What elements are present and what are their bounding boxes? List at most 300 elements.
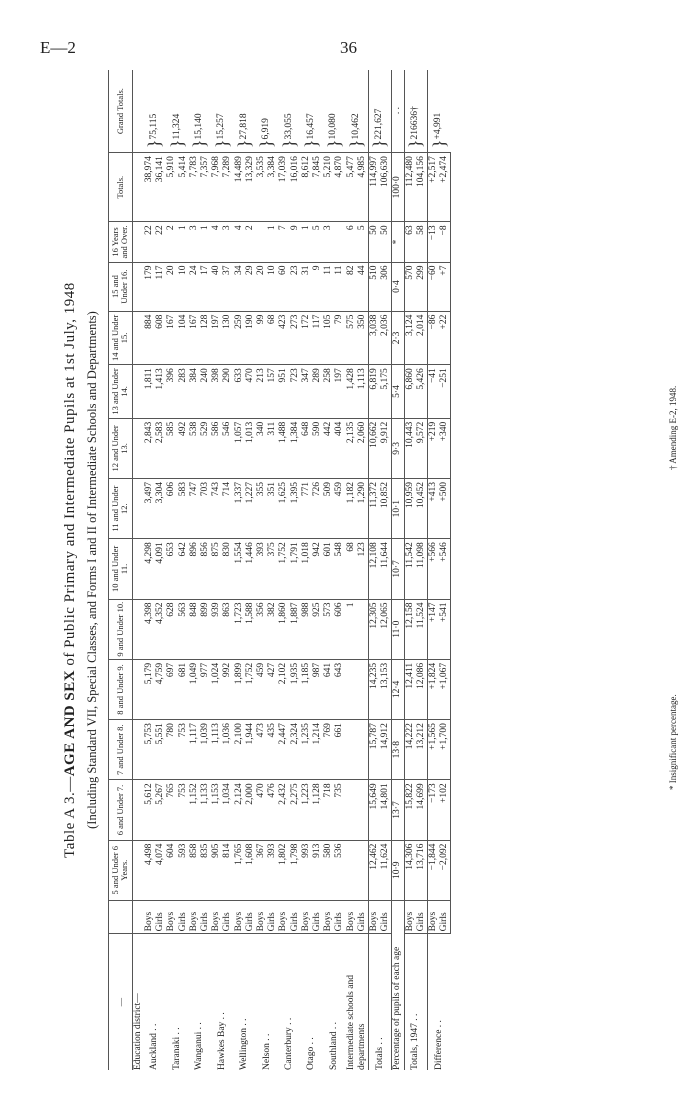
value-cell: 12,108 (368, 539, 380, 599)
value-cell: 12,158 (404, 599, 416, 659)
value-cell: 1,860 (278, 599, 289, 659)
value-cell: 105 (323, 311, 334, 365)
value-cell: 1,034 (222, 780, 233, 840)
value-cell: +340 (439, 418, 451, 478)
value-cell: +413 (427, 479, 439, 539)
value-cell: 529 (200, 418, 211, 478)
value-cell: 350 (357, 311, 369, 365)
value-cell: 988 (301, 599, 312, 659)
sex-label: Boys (404, 900, 416, 933)
totals-girls-row (380, 70, 392, 1070)
value-cell: 17,039 (278, 153, 289, 222)
value-cell: 10,443 (404, 418, 416, 478)
value-cell: 112,480 (404, 153, 416, 222)
value-cell: 1,935 (290, 659, 301, 719)
sex-label: Boys (234, 900, 245, 933)
value-cell: 510 (368, 262, 380, 311)
value-cell: 382 (267, 599, 278, 659)
value-cell: 123 (357, 539, 369, 599)
value-cell: 60 (278, 262, 289, 311)
value-cell: +500 (439, 479, 451, 539)
percentage-cell: * (392, 222, 404, 262)
value-cell: 172 (301, 311, 312, 365)
value-cell: 1,625 (278, 479, 289, 539)
value-cell: +541 (439, 599, 451, 659)
sex-label: Girls (178, 900, 189, 933)
value-cell: −1,844 (427, 840, 439, 900)
value-cell: 7 (278, 222, 289, 262)
value-cell: 10,852 (380, 479, 392, 539)
percentage-cell: 10·1 (392, 479, 404, 539)
value-cell: 575 (346, 311, 357, 365)
value-cell: 3 (189, 222, 200, 262)
value-cell: 190 (245, 311, 256, 365)
value-cell: 1,899 (234, 659, 245, 719)
value-cell: 608 (155, 311, 166, 365)
value-cell: 1,049 (189, 659, 200, 719)
header-col: 9 and Under 10. (109, 599, 133, 659)
value-cell: 44 (357, 262, 369, 311)
value-cell: 13,212 (416, 720, 428, 780)
value-cell: 4 (211, 222, 222, 262)
value-cell: 905 (211, 840, 222, 900)
value-cell: 10,959 (404, 479, 416, 539)
value-cell: +2,474 (439, 153, 451, 222)
value-cell: 1,488 (278, 418, 289, 478)
value-cell: 459 (334, 479, 345, 539)
value-cell: 197 (211, 311, 222, 365)
value-cell: 642 (178, 539, 189, 599)
district-boys-row (189, 70, 200, 1070)
value-cell: 197 (334, 365, 345, 419)
grand-total-value: 10,080 (328, 113, 339, 140)
value-cell: 367 (256, 840, 267, 900)
value-cell: 747 (189, 479, 200, 539)
value-cell (346, 720, 357, 780)
percentage-cell: 12·4 (392, 659, 404, 719)
sex-label: Boys (346, 900, 357, 933)
value-cell: 1,395 (290, 479, 301, 539)
value-cell: +147 (427, 599, 439, 659)
value-cell: 769 (323, 720, 334, 780)
value-cell: 641 (323, 659, 334, 719)
value-cell: 726 (312, 479, 323, 539)
value-cell: 259 (234, 311, 245, 365)
value-cell: 3,124 (404, 311, 416, 365)
grand-total-value: 221,627 (374, 108, 385, 140)
value-cell: 9,912 (380, 418, 392, 478)
value-cell: 13,153 (380, 659, 392, 719)
value-cell: 5,267 (155, 780, 166, 840)
header-col: 14 and Under 15. (109, 311, 133, 365)
value-cell: 473 (256, 720, 267, 780)
value-cell: 856 (200, 539, 211, 599)
value-cell: 643 (334, 659, 345, 719)
page-section-code: E—2 (40, 38, 76, 57)
totals-boys-row (368, 70, 380, 1070)
value-cell: 1,133 (200, 780, 211, 840)
value-cell: +22 (439, 311, 451, 365)
value-cell: 470 (245, 365, 256, 419)
value-cell: 3 (222, 222, 233, 262)
value-cell: 5,175 (380, 365, 392, 419)
percentage-cell: 13·7 (392, 780, 404, 840)
value-cell: 835 (200, 840, 211, 900)
value-cell: 104 (178, 311, 189, 365)
value-cell: 1,887 (290, 599, 301, 659)
value-cell: 24 (189, 262, 200, 311)
value-cell: 1 (346, 599, 357, 659)
district-girls-row (357, 70, 369, 1070)
grand-total-cell (301, 70, 323, 153)
value-cell: 1,153 (211, 780, 222, 840)
value-cell: 12,086 (416, 659, 428, 719)
sex-label: Girls (380, 900, 392, 933)
grand-total-cell (256, 70, 278, 153)
value-cell (357, 720, 369, 780)
value-cell: 5,414 (178, 153, 189, 222)
value-cell: 863 (222, 599, 233, 659)
value-cell: 130 (222, 311, 233, 365)
district-boys-row (323, 70, 334, 1070)
header-col: 6 and Under 7. (109, 780, 133, 840)
value-cell (346, 659, 357, 719)
percentage-cell: 10·9 (392, 840, 404, 900)
value-cell: 697 (166, 659, 177, 719)
value-cell: 1,428 (346, 365, 357, 419)
grand-total-cell (166, 70, 188, 153)
value-cell: 780 (166, 720, 177, 780)
value-cell: 4,759 (155, 659, 166, 719)
value-cell: 2,124 (234, 780, 245, 840)
value-cell: 99 (256, 311, 267, 365)
brace: } (369, 139, 390, 149)
value-cell: 601 (323, 539, 334, 599)
value-cell: 5 (312, 222, 323, 262)
value-cell: 593 (178, 840, 189, 900)
value-cell: 11,542 (404, 539, 416, 599)
value-cell: 6,819 (368, 365, 380, 419)
value-cell: 1 (267, 222, 278, 262)
brace: } (404, 139, 425, 149)
value-cell: 442 (323, 418, 334, 478)
district-label: Wanganui . . (194, 1022, 205, 1070)
value-cell: 848 (189, 599, 200, 659)
value-cell: 37 (222, 262, 233, 311)
value-cell: 38,974 (144, 153, 155, 222)
district-label: Intermediate schools and departments (345, 975, 367, 1070)
district-girls-row (312, 70, 323, 1070)
totals-1947-label: Totals, 1947 . . (404, 934, 427, 1070)
value-cell: 606 (166, 479, 177, 539)
grand-total-cell (189, 70, 211, 153)
header-col: 11 and Under 12. (109, 479, 133, 539)
value-cell: 179 (144, 262, 155, 311)
value-cell: 771 (301, 479, 312, 539)
sex-label: Boys (189, 900, 200, 933)
value-cell: 306 (380, 262, 392, 311)
value-cell: 1,588 (245, 599, 256, 659)
value-cell: 9 (312, 262, 323, 311)
district-label: Otago . . (306, 1037, 317, 1070)
value-cell: +566 (427, 539, 439, 599)
district-boys-row (256, 70, 267, 1070)
value-cell: 1,446 (245, 539, 256, 599)
sex-label: Girls (245, 900, 256, 933)
value-cell: 590 (312, 418, 323, 478)
value-cell: 117 (155, 262, 166, 311)
district-label: Southland . . (328, 1021, 339, 1070)
value-cell: 11,624 (380, 840, 392, 900)
percentage-cell: 5·4 (392, 365, 404, 419)
value-cell: 398 (211, 365, 222, 419)
value-cell: 4,074 (155, 840, 166, 900)
value-cell: 11,524 (416, 599, 428, 659)
district-boys-row (346, 70, 357, 1070)
value-cell: 1,214 (312, 720, 323, 780)
value-cell: 340 (256, 418, 267, 478)
brace: } (144, 139, 165, 149)
sex-label: Girls (439, 900, 451, 933)
rotated-table-area (62, 70, 700, 1070)
value-cell: 1,024 (211, 659, 222, 719)
value-cell: 11 (323, 262, 334, 311)
value-cell: −60 (427, 262, 439, 311)
grand-total-cell (323, 70, 345, 153)
age-sex-table (108, 70, 451, 1070)
value-cell: 4,398 (144, 599, 155, 659)
value-cell: −173 (427, 780, 439, 840)
value-cell: 50 (368, 222, 380, 262)
grand-total-cell (368, 70, 391, 153)
sex-label: Girls (267, 900, 278, 933)
grand-total-value: 16,457 (305, 113, 316, 140)
percentage-cell: 9·3 (392, 418, 404, 478)
value-cell: 14,801 (380, 780, 392, 840)
value-cell: 1,608 (245, 840, 256, 900)
value-cell: 1,337 (234, 479, 245, 539)
brace: } (189, 139, 210, 149)
grand-total-value: 6,919 (261, 118, 272, 140)
value-cell: 604 (166, 840, 177, 900)
value-cell: +546 (439, 539, 451, 599)
sex-label: Girls (416, 900, 428, 933)
value-cell: 347 (301, 365, 312, 419)
value-cell: 167 (166, 311, 177, 365)
district-girls-row (334, 70, 345, 1070)
title-rest: of Public Primary and Intermediate Pupils at 1st July, 1948 (62, 282, 78, 670)
value-cell: 79 (334, 311, 345, 365)
value-cell: 1,117 (189, 720, 200, 780)
value-cell: 1,944 (245, 720, 256, 780)
value-cell: 5,910 (166, 153, 177, 222)
value-cell: 2,432 (278, 780, 289, 840)
value-cell: 375 (267, 539, 278, 599)
value-cell: 104,156 (416, 153, 428, 222)
value-cell: 2,060 (357, 418, 369, 478)
value-cell (334, 222, 345, 262)
grand-total-value: 11,324 (171, 113, 182, 140)
value-cell: 5 (357, 222, 369, 262)
value-cell: 2,135 (346, 418, 357, 478)
value-cell: 290 (222, 365, 233, 419)
value-cell: 36,141 (155, 153, 166, 222)
value-cell: +1,700 (439, 720, 451, 780)
value-cell: 6,860 (404, 365, 416, 419)
value-cell: 393 (267, 840, 278, 900)
value-cell: 311 (267, 418, 278, 478)
value-cell: 633 (234, 365, 245, 419)
value-cell: 4,298 (144, 539, 155, 599)
value-cell: 12,305 (368, 599, 380, 659)
value-cell: 586 (211, 418, 222, 478)
value-cell: 12,411 (404, 659, 416, 719)
value-cell: 10 (267, 262, 278, 311)
value-cell: 2 (166, 222, 177, 262)
value-cell: 435 (267, 720, 278, 780)
value-cell: 661 (334, 720, 345, 780)
value-cell: 4,091 (155, 539, 166, 599)
value-cell: 14,235 (368, 659, 380, 719)
value-cell: 753 (178, 720, 189, 780)
value-cell: 15,787 (368, 720, 380, 780)
value-cell: 765 (166, 780, 177, 840)
value-cell: 1,018 (301, 539, 312, 599)
grand-total-value: 27,818 (238, 113, 249, 140)
value-cell: −251 (439, 365, 451, 419)
value-cell: +1,565 (427, 720, 439, 780)
value-cell: 63 (404, 222, 416, 262)
value-cell: 2 (245, 222, 256, 262)
value-cell: 714 (222, 479, 233, 539)
value-cell: 13,716 (416, 840, 428, 900)
value-cell: 942 (312, 539, 323, 599)
sex-label: Girls (290, 900, 301, 933)
header-col: 5 and Under 6 Years. (109, 840, 133, 900)
value-cell: −8 (439, 222, 451, 262)
totals-label: Totals . . (368, 934, 391, 1070)
value-cell: 5,612 (144, 780, 155, 840)
value-cell: 3,535 (256, 153, 267, 222)
value-cell: 546 (222, 418, 233, 478)
value-cell: 977 (200, 659, 211, 719)
value-cell: 34 (234, 262, 245, 311)
value-cell: 20 (166, 262, 177, 311)
grand-total-cell (234, 70, 256, 153)
grand-total-value: +4,991 (433, 112, 444, 140)
value-cell: 58 (416, 222, 428, 262)
value-cell: 13,329 (245, 153, 256, 222)
grand-total-value: 15,140 (193, 113, 204, 140)
value-cell: 4 (234, 222, 245, 262)
district-girls-row (222, 70, 233, 1070)
totals-1947-boys-row (404, 70, 416, 1070)
value-cell: 3 (323, 222, 334, 262)
district-label: Wellington . . (239, 1018, 250, 1070)
value-cell: 11 (334, 262, 345, 311)
percentage-cell: 100·0 (392, 153, 404, 222)
percentage-cell: 11·0 (392, 599, 404, 659)
value-cell: 50 (380, 222, 392, 262)
value-cell: 987 (312, 659, 323, 719)
value-cell: 351 (267, 479, 278, 539)
sex-label: Girls (155, 900, 166, 933)
sex-label: Girls (200, 900, 211, 933)
value-cell: 1,384 (290, 418, 301, 478)
district-label: Nelson . . (261, 1033, 272, 1070)
value-cell: 1,765 (234, 840, 245, 900)
value-cell: 5,210 (323, 153, 334, 222)
value-cell: 2,843 (144, 418, 155, 478)
value-cell: 585 (166, 418, 177, 478)
value-cell: 1,013 (245, 418, 256, 478)
value-cell: 1,290 (357, 479, 369, 539)
value-cell: 213 (256, 365, 267, 419)
district-girls-row (178, 70, 189, 1070)
header-col: 8 and Under 9. (109, 659, 133, 719)
brace: } (278, 139, 299, 149)
value-cell: 1,182 (346, 479, 357, 539)
value-cell: 606 (334, 599, 345, 659)
value-cell: 563 (178, 599, 189, 659)
value-cell: 1,152 (189, 780, 200, 840)
value-cell: 1,057 (234, 418, 245, 478)
section-row (132, 70, 144, 1070)
value-cell: 7,968 (211, 153, 222, 222)
value-cell: 1 (301, 222, 312, 262)
value-cell: 5,753 (144, 720, 155, 780)
table-title (62, 70, 79, 1070)
header-totals: Totals. (109, 153, 133, 222)
value-cell: 1,039 (200, 720, 211, 780)
page-number: 36 (340, 38, 357, 57)
grand-total-value: 33,055 (283, 113, 294, 140)
grand-total-cell (211, 70, 233, 153)
value-cell: 2,102 (278, 659, 289, 719)
sex-label: Boys (427, 900, 439, 933)
value-cell: 743 (211, 479, 222, 539)
grand-total-cell (427, 70, 450, 153)
totals-1947-girls-row (416, 70, 428, 1070)
value-cell: 1,723 (234, 599, 245, 659)
title-prefix: Table A 3.— (62, 776, 78, 858)
grand-total-value: 216636† (409, 106, 420, 140)
district-boys-row (166, 70, 177, 1070)
value-cell: 3,304 (155, 479, 166, 539)
value-cell: 875 (211, 539, 222, 599)
value-cell: 157 (267, 365, 278, 419)
value-cell: 548 (334, 539, 345, 599)
value-cell: 423 (278, 311, 289, 365)
value-cell: 925 (312, 599, 323, 659)
sex-label: Boys (301, 900, 312, 933)
value-cell: 14,306 (404, 840, 416, 900)
value-cell: 14,489 (234, 153, 245, 222)
value-cell: 283 (178, 365, 189, 419)
value-cell: 2,583 (155, 418, 166, 478)
header-grand-totals: Grand Totals. (109, 70, 133, 153)
difference-label: Difference . . (427, 934, 450, 1070)
brace: } (211, 139, 232, 149)
value-cell: 536 (334, 840, 345, 900)
percentage-cell: 0·4 (392, 262, 404, 311)
value-cell: 40 (211, 262, 222, 311)
district-girls-row (200, 70, 211, 1070)
value-cell: 29 (245, 262, 256, 311)
value-cell: 1,113 (211, 720, 222, 780)
value-cell: 7,783 (189, 153, 200, 222)
title-bold: AGE AND SEX (62, 669, 78, 777)
